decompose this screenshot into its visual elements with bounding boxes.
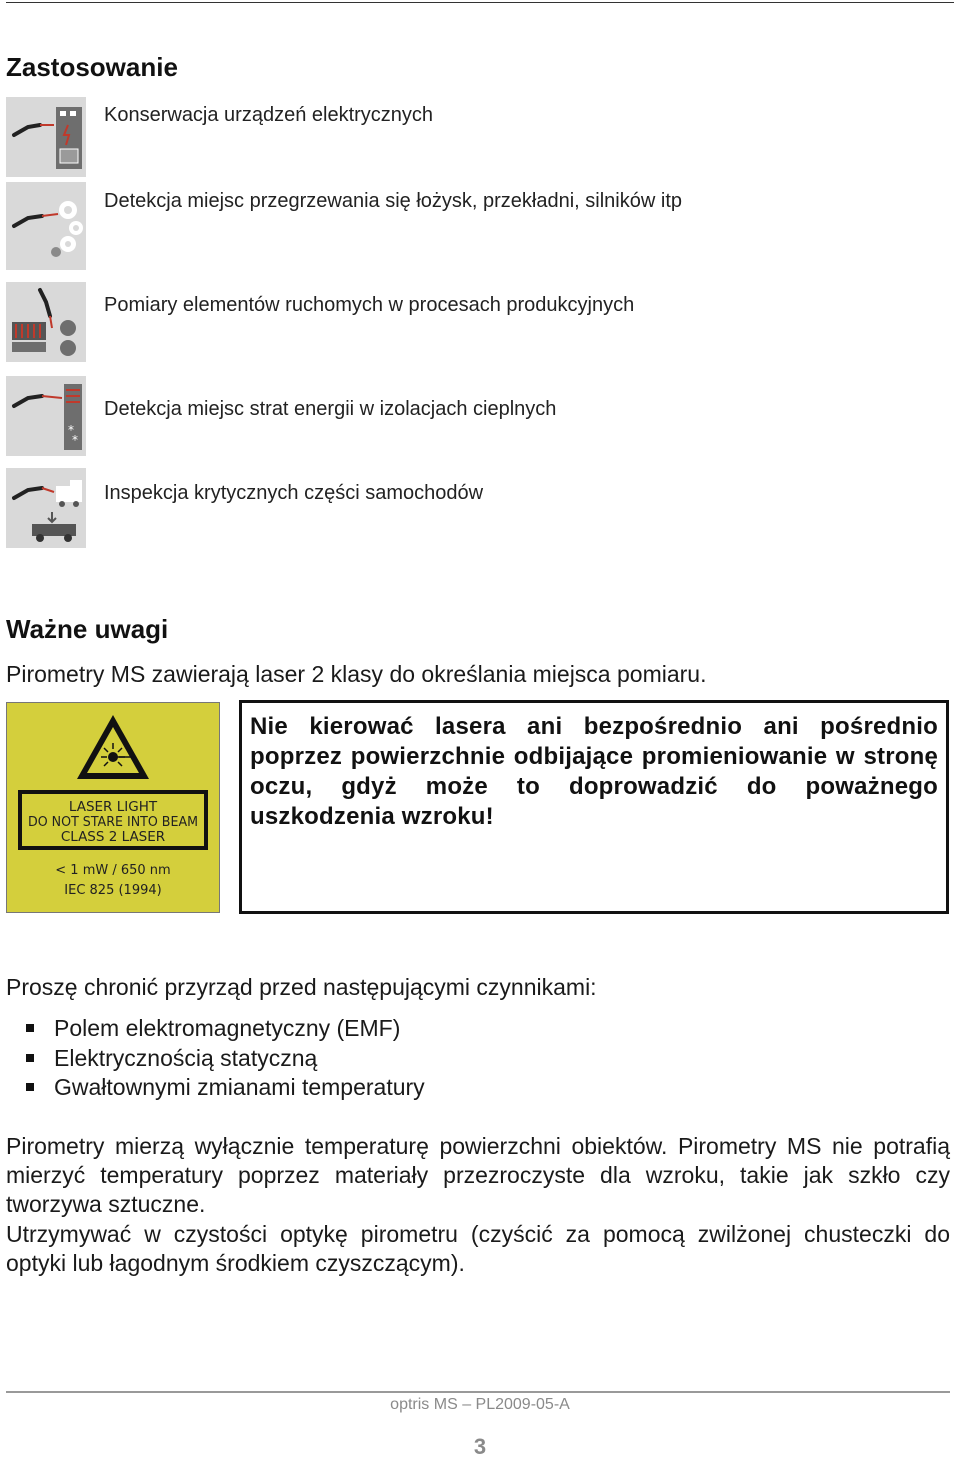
laser-warning-box xyxy=(239,700,949,914)
list-item-label: Gwałtownymi zmianami temperatury xyxy=(54,1074,425,1100)
paragraph-transparency: Pirometry mierzą wyłącznie temperaturę powierzchni obiektów. Pirometry MS nie potrafią mierzyć temperatury poprzez materiały przezroczyste dla wzroku, takie jak szkło czy tworzywa sztuczne. xyxy=(6,1133,950,1217)
protect-list xyxy=(26,1014,425,1103)
application-item xyxy=(6,97,906,179)
footer-rule xyxy=(6,1391,950,1393)
bullet-icon xyxy=(26,1024,34,1032)
electrical-cabinet-icon xyxy=(6,97,86,177)
application-item xyxy=(6,376,906,458)
laser-warning-label xyxy=(6,702,220,913)
svg-text:*: * xyxy=(72,433,78,447)
footer-doc-id: optris MS – PL2009-05-A xyxy=(390,1396,570,1413)
application-item xyxy=(6,182,906,264)
laser-label-line1: LASER LIGHT xyxy=(68,799,158,815)
application-item xyxy=(6,282,906,364)
list-item-label: Polem elektromagnetyczny (EMF) xyxy=(54,1015,401,1041)
bullet-icon xyxy=(26,1083,34,1091)
list-item xyxy=(26,1014,425,1044)
svg-text:*: * xyxy=(68,423,74,437)
application-label: Konserwacja urządzeń elektrycznych xyxy=(104,104,434,126)
gears-icon xyxy=(6,182,86,270)
insulation-icon xyxy=(6,376,86,456)
paragraph-cleaning: Utrzymywać w czystości optykę pirometru (czyścić za pomocą zwilżonej chusteczki do optyki lub łagodnym środkiem czyszczącym). xyxy=(6,1221,950,1276)
laser-label-line3: CLASS 2 LASER xyxy=(60,829,166,845)
laser-warning-text: Nie kierować lasera ani bezpośrednio ani pośrednio poprzez powierzchnie odbijające promieniowanie w stronę oczu, gdyż może to doprowadzić do poważnego uszkodzenia wzroku! xyxy=(250,713,938,830)
section-title-applications: Zastosowanie xyxy=(6,52,178,82)
protect-intro: Proszę chronić przyrząd przed następującymi czynnikami: xyxy=(6,974,597,1000)
page-number: 3 xyxy=(473,1434,487,1459)
laser-label-line5: IEC 825 (1994) xyxy=(64,883,162,898)
top-rule xyxy=(6,2,954,3)
list-item xyxy=(26,1044,425,1074)
laser-label-line4: < 1 mW / 650 nm xyxy=(55,863,171,878)
list-item-label: Elektrycznością statyczną xyxy=(54,1044,318,1071)
application-label: Pomiary elementów ruchomych w procesach produkcyjnych xyxy=(104,294,635,316)
intro-text: Pirometry MS zawierają laser 2 klasy do określania miejsca pomiaru. xyxy=(6,661,707,687)
section-title-notes: Ważne uwagi xyxy=(6,614,169,644)
production-line-icon xyxy=(6,282,86,362)
application-label: Detekcja miejsc przegrzewania się łożysk, przekładni, silników itp xyxy=(104,190,682,212)
application-item xyxy=(6,468,906,550)
list-item xyxy=(26,1073,425,1103)
application-label: Inspekcja krytycznych części samochodów xyxy=(104,482,484,504)
vehicle-icon xyxy=(6,468,86,548)
bullet-icon xyxy=(26,1054,34,1062)
application-label: Detekcja miejsc strat energii w izolacjach cieplnych xyxy=(104,398,557,420)
laser-hazard-icon xyxy=(77,715,149,779)
laser-label-line2: DO NOT STARE INTO BEAM xyxy=(28,814,198,830)
